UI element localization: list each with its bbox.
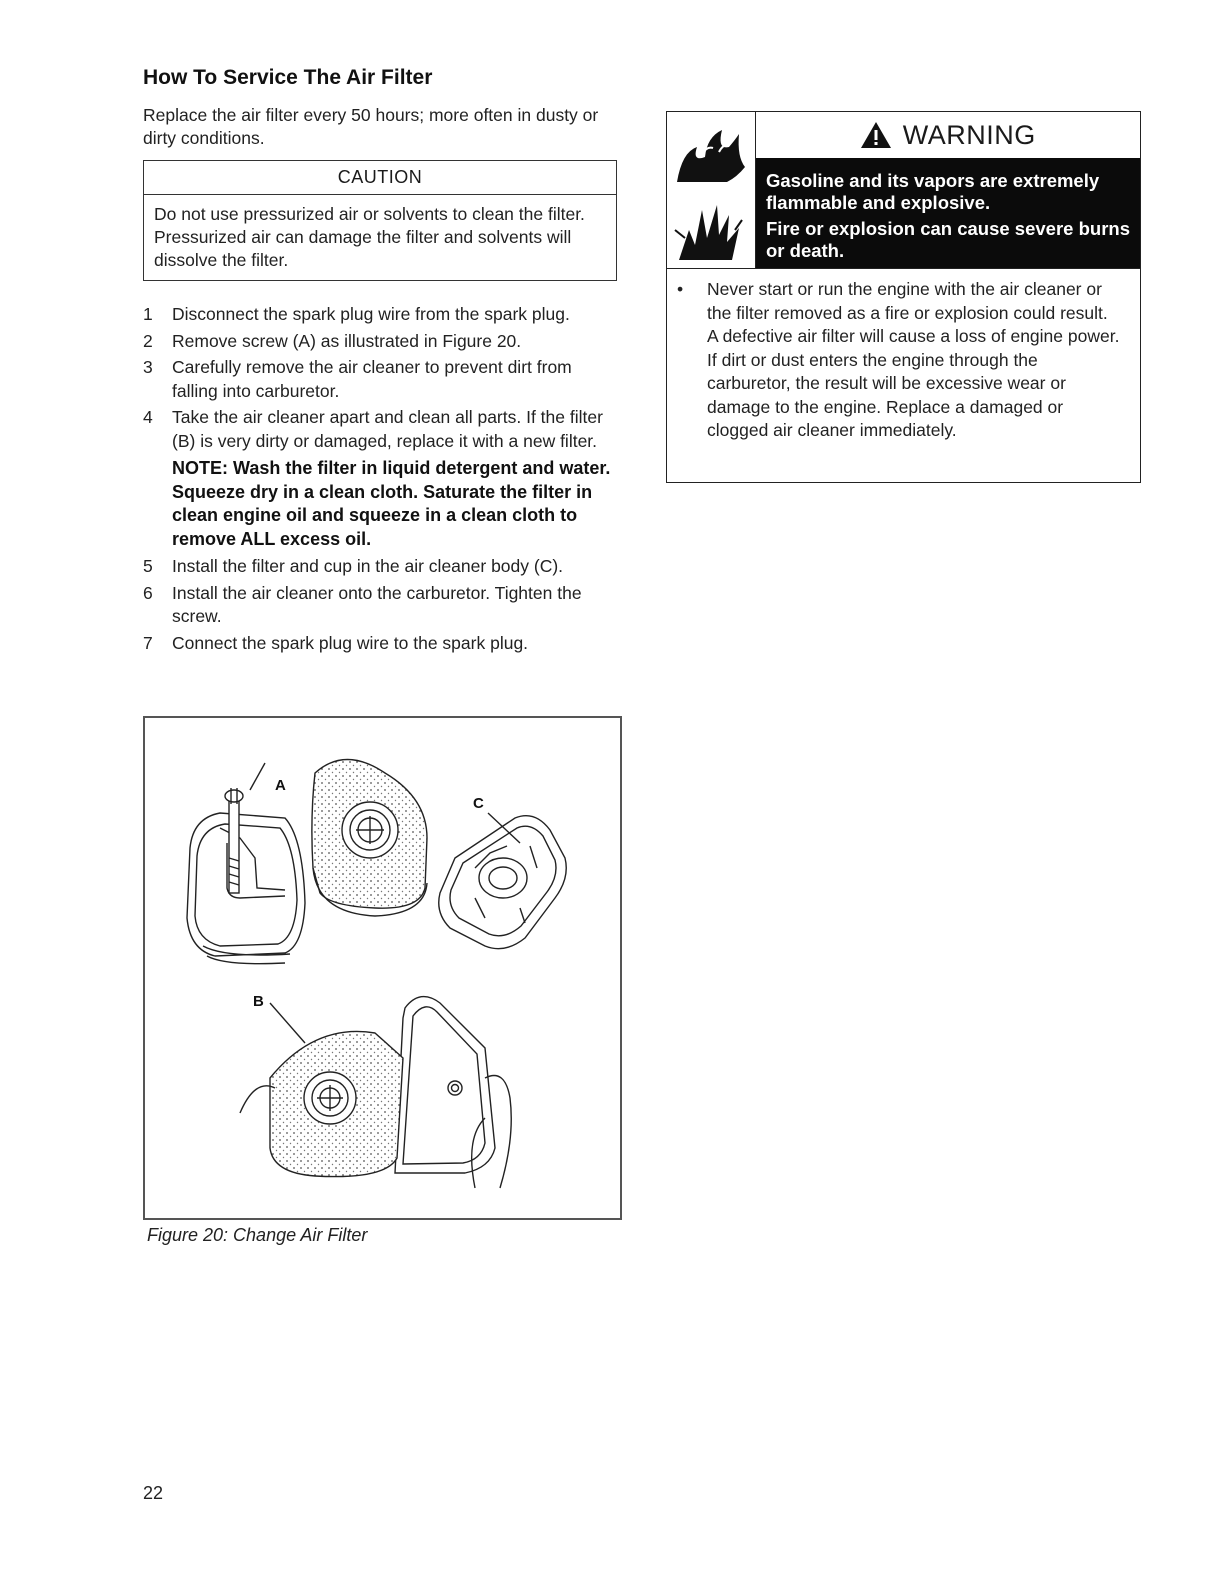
figure-label-b: B	[253, 993, 264, 1010]
warning-body-text: Never start or run the engine with the air cleaner or the filter removed as a fire or explosion could result. A defective air filter will cause a loss of engine power. If dirt or dust enters the engine through the carburetor, the result will be excessive wear or damage to the engine. Replace a damaged or clogged air cleaner immediately.	[707, 279, 1120, 440]
warning-body	[677, 278, 1120, 443]
step-number: 5	[143, 556, 153, 576]
air-cleaner-body-drawing	[439, 813, 567, 949]
step-number: 1	[143, 304, 153, 324]
step-number: 2	[143, 330, 153, 351]
left-column	[143, 66, 621, 658]
step-item	[143, 555, 621, 579]
warning-line-1: Gasoline and its vapors are extremely flammable and explosive.	[766, 170, 1100, 213]
step-number: 3	[143, 357, 153, 377]
step-text: Disconnect the spark plug wire from the spark plug.	[172, 304, 570, 324]
step-item	[143, 582, 621, 629]
page-number: 22	[143, 1483, 164, 1503]
filter-in-hand-drawing	[240, 997, 511, 1188]
step-item	[143, 632, 621, 656]
air-filter-illustration	[145, 718, 620, 1218]
step-text: Take the air cleaner apart and clean all parts. If the filter (B) is very dirty or damaged, replace it with a new filter.	[172, 407, 603, 451]
step-text: Carefully remove the air cleaner to prevent dirt from falling into carburetor.	[172, 357, 572, 401]
step-text: Connect the spark plug wire to the spark plug.	[172, 632, 529, 653]
air-cleaner-cover-drawing	[187, 763, 305, 964]
caution-body: Do not use pressurized air or solvents to clean the filter. Pressurized air can damage the filter and solvents will dissolve the filter.	[154, 204, 585, 270]
step-number: 4	[143, 407, 153, 427]
step-number: 6	[143, 582, 153, 603]
caution-title: CAUTION	[144, 161, 616, 195]
explosion-icon	[667, 190, 755, 268]
bullet: •	[677, 279, 684, 299]
alert-triangle-icon	[860, 121, 892, 149]
figure-caption: Figure 20: Change Air Filter	[147, 1225, 368, 1245]
figure-label-c: C	[473, 795, 484, 812]
intro-text: Replace the air filter every 50 hours; more often in dusty or dirty conditions.	[143, 105, 599, 148]
foam-filter-drawing	[312, 760, 427, 917]
caution-box	[143, 160, 617, 281]
figure-label-a: A	[275, 777, 286, 794]
section-title: How To Service The Air Filter	[143, 66, 433, 89]
warning-box	[666, 111, 1141, 483]
step-item	[143, 330, 621, 354]
warning-line-2: Fire or explosion can cause severe burns or death.	[766, 218, 1130, 261]
step-item	[143, 406, 621, 453]
step-item	[143, 303, 621, 327]
figure-20	[143, 716, 622, 1220]
steps-list	[143, 303, 621, 655]
warning-divider	[667, 268, 1140, 269]
step-text: Install the filter and cup in the air cleaner body (C).	[172, 556, 564, 576]
step-text: Remove screw (A) as illustrated in Figure 20.	[172, 330, 522, 351]
warning-header	[756, 112, 1140, 158]
warning-title: WARNING	[902, 120, 1036, 150]
note-text: NOTE: Wash the filter in liquid detergent and water. Squeeze dry in a clean cloth. Saturate the filter in clean engine oil and squeeze in a clean cloth to remove ALL excess oil.	[172, 458, 611, 549]
step-number: 7	[143, 632, 153, 653]
step-item	[143, 356, 621, 403]
step-text: Install the air cleaner onto the carburetor. Tighten the screw.	[172, 582, 582, 626]
warning-banner	[756, 158, 1140, 268]
